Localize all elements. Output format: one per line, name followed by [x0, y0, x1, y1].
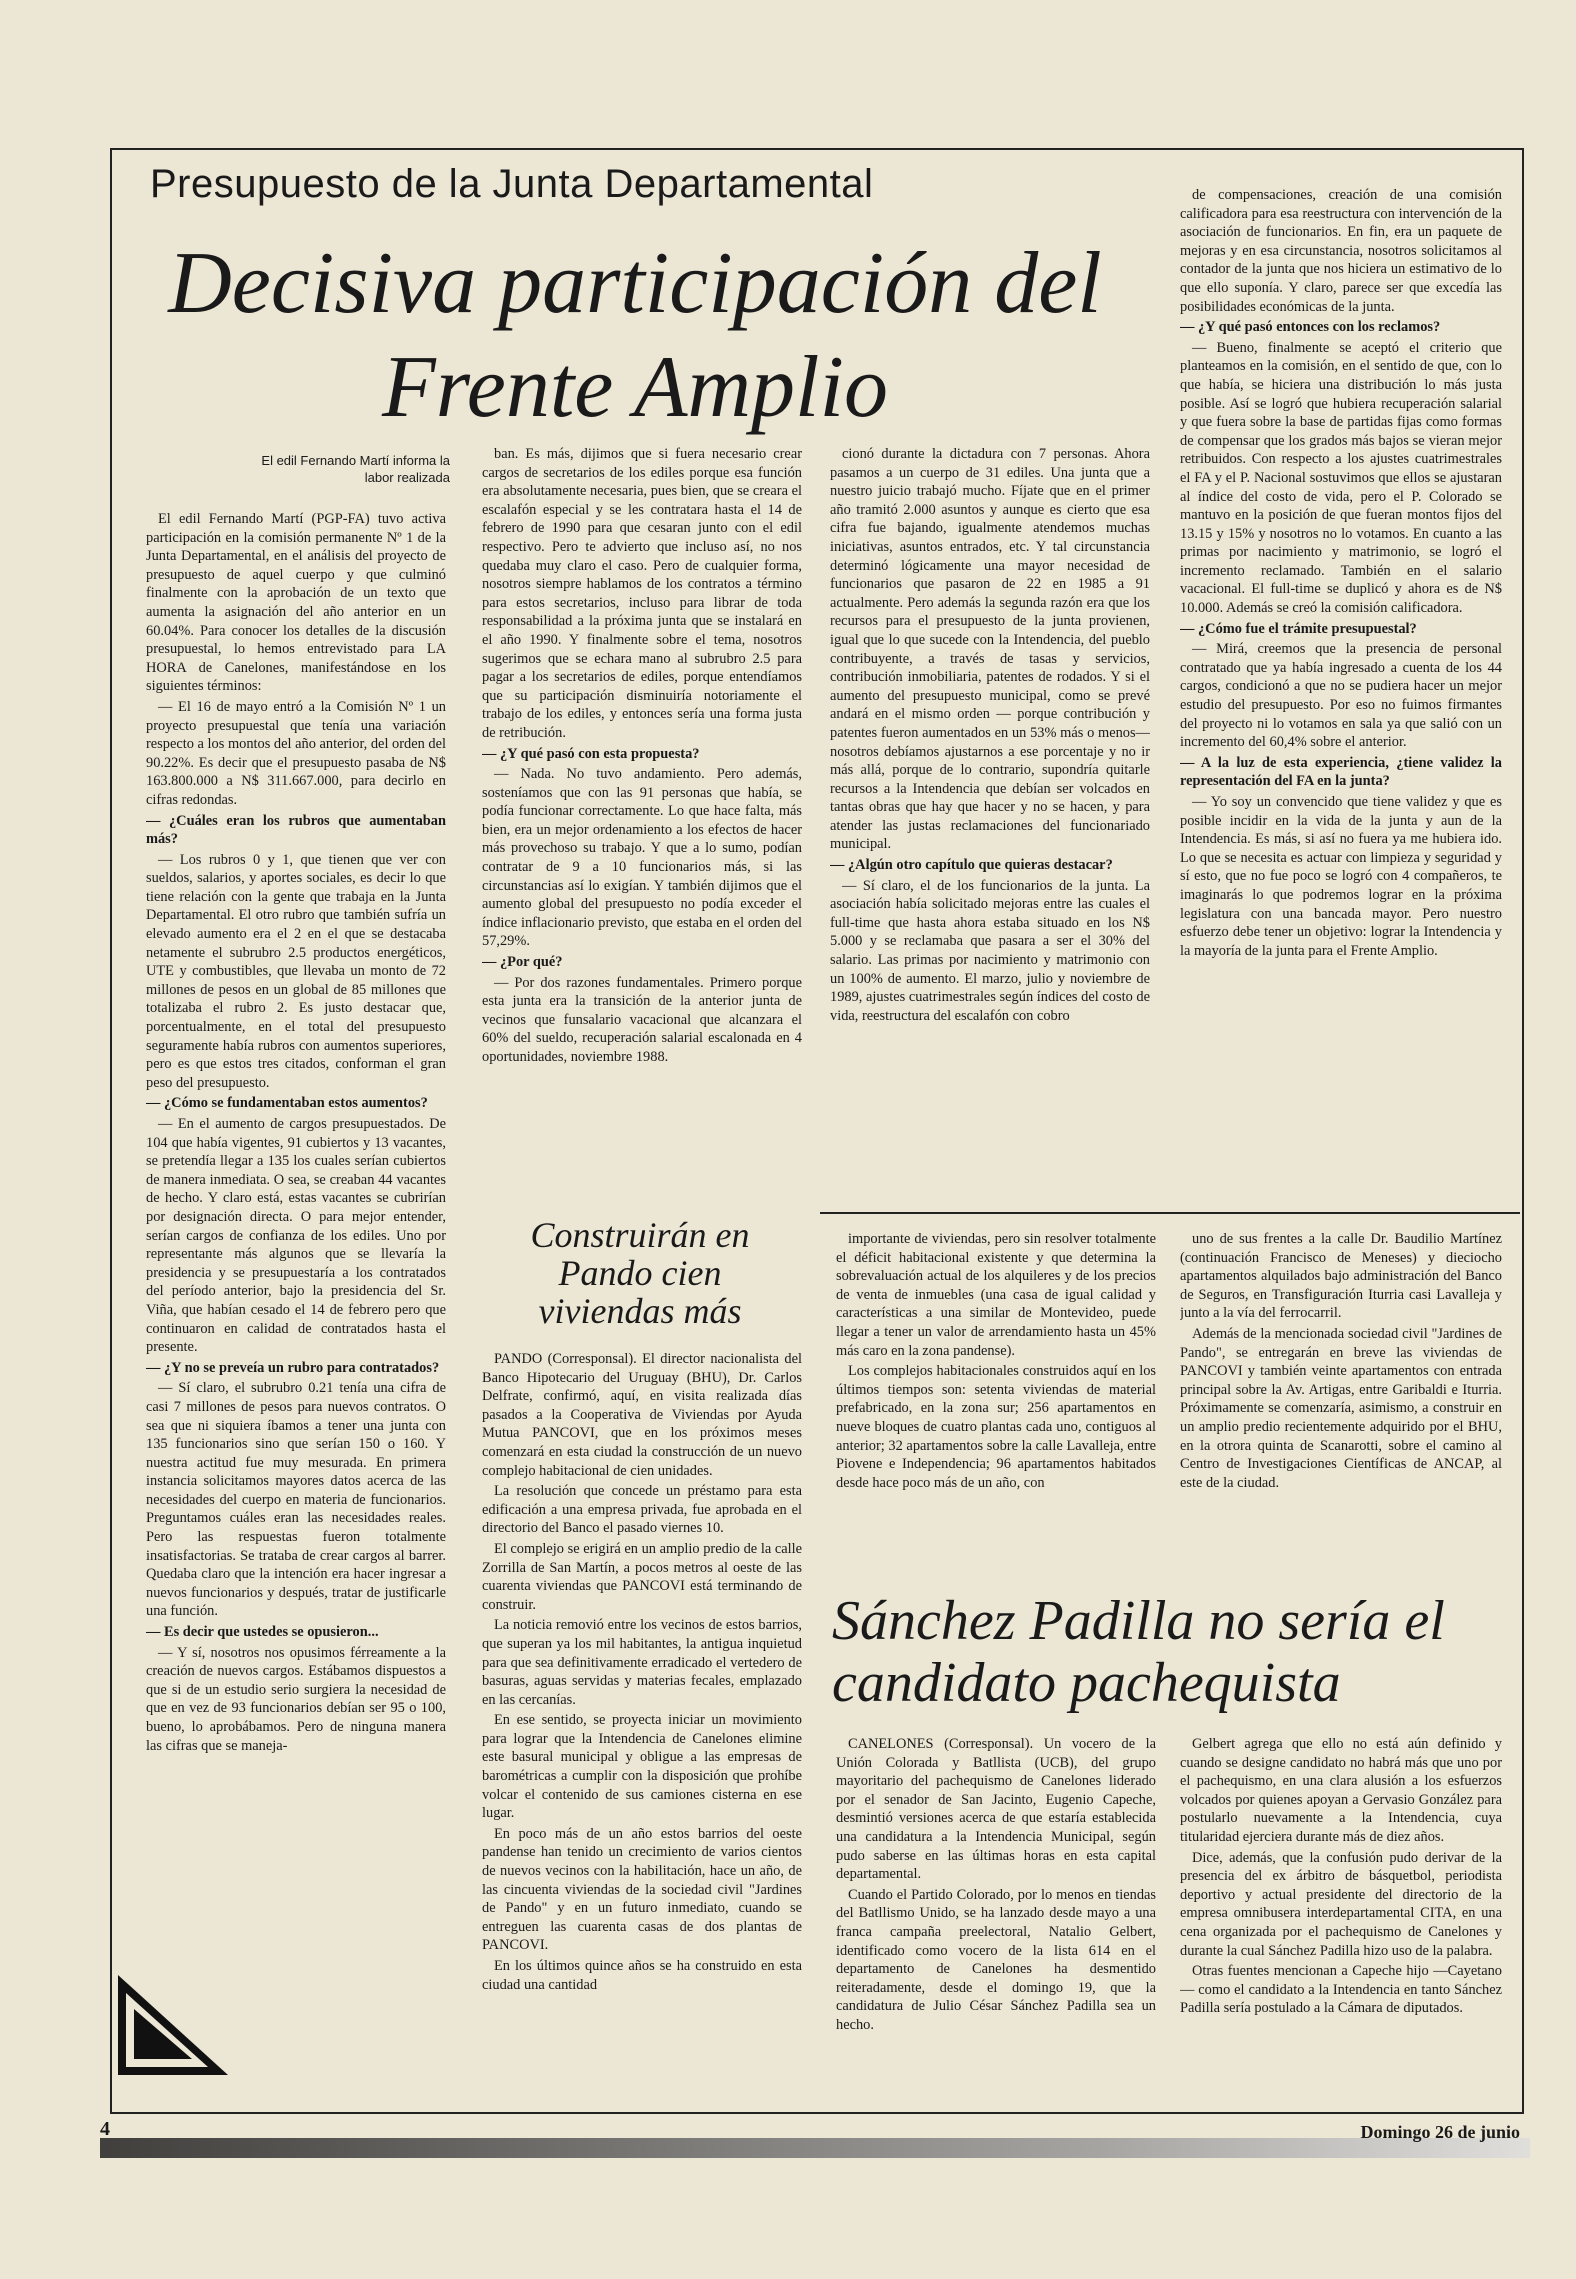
pando-column-1 — [482, 1350, 802, 2070]
paragraph: — En el aumento de cargos presupuestados. De 104 que había vigentes, 91 cubiertos y 13 vacantes, se pretendía llegar a 135 los cuales serían cubiertos de manera inmediata. O sea, se creaban 44 vacantes de hecho. Y claro está, estas vacantes se cubrirían por designación directa. O para mejor entender, serían cargos de confianza de los ediles. Uno por representante más algunos que se llevaría la presidencia y se presupuestaría a los contratados del período anterior, bajo la presidencia del Sr. Viña, que habían cesado el 14 de febrero pero que continuaron en calidad de contratados hasta el presente. — [146, 1116, 446, 1356]
sanchez-column-1 — [836, 1735, 1156, 2105]
paragraph: — ¿Y qué pasó con esta propuesta? — [482, 745, 700, 762]
paragraph: — Nada. No tuvo andamiento. Pero además, sosteníamos que con las 91 personas que había, se podía funcionar correctamente. Lo que hace falta, más bien, era un mejor ordenamiento a los efectos de hacer más provechoso su trabajo. Y que a lo sumo, podían contratar de 9 a 10 funcionarios más, si las circunstancias así lo exigían. Y también dijimos que el aumento global del presupuesto no podía exceder el índice inflacionario previsto, que estaba en el orden del 57,29%. — [482, 766, 802, 950]
paragraph: — ¿Y no se preveía un rubro para contratados? — [146, 1359, 440, 1376]
paragraph: — Sí claro, el subrubro 0.21 tenía una cifra de casi 7 millones de pesos para nuevos contratos. O sea que ni siquiera íbamos a tener una junta con 135 funcionarios sino que serían 150 o 160. Y nuestra actitud fue muy mesurada. En primera instancia solicitamos mayores datos acerca de las necesidades del cuerpo en materia de funcionarios. Preguntamos cuáles eran las necesidades reales. Pero las respuestas fueron totalmente insatisfactorias. Se trataba de crear cargos al barrer. Quedaba claro que la intención era hacer ingresar a nuevos funcionarios y después, tratar de justificarle una función. — [146, 1380, 446, 1620]
paragraph: Además de la mencionada sociedad civil "Jardines de Pando", se entregarán en breve las viviendas de PANCOVI y también veinte apartamentos con entrada principal sobre la Av. Artigas, entre Garibaldi e Iturria. Próximamente se comenzaría, asimismo, a construir en un amplio predio recientemente adquirido por el BHU, en la otrora quinta de Scanarotti, sobre el camino al Centro de Investigaciones Científicas de ANCAP, al este de la ciudad. — [1180, 1325, 1502, 1491]
paragraph: importante de viviendas, pero sin resolver totalmente el déficit habitacional existente y que determina la sobrevaluación actual de los alquileres y de los precios de venta de inmuebles (una casa de igual calidad y características a una similar de Montevideo, puede llegar a tener un valor de arrendamiento hasta un 45% más caro en la zona pandense). — [836, 1231, 1156, 1359]
main-column-2 — [482, 445, 802, 1197]
paragraph: El edil Fernando Martí (PGP-FA) tuvo activa participación en la comisión permanente Nº 1 de la Junta Departamental, en el análisis del proyecto de presupuesto de aquel cuerpo y que culminó finalmente con la aprobación de un texto que aumenta la asignación del año anterior en un 60.04%. Para conocer los detalles de la discusión presupuestal, lo hemos entrevistado para LA HORA de Canelones, manifestándose en los siguientes términos: — [146, 511, 446, 695]
issue-date: Domingo 26 de junio — [1360, 2122, 1520, 2142]
paragraph: — Bueno, finalmente se aceptó el criterio que planteamos en la comisión, en el sentido de que, con lo que había, se hiciera una distribución lo más justa posible. Así se logró que hubiera recuperación salarial y que fuera sobre la base de partidas fijas como formas de compensar que los grados más bajos se vieran mejor retribuidos. Con respecto a los ajustes cuatrimestrales el FA y el P. Nacional sostuvimos que ellos se ajustaran al índice del costo de vida, pero el P. Colorado se mantuvo en la posición de que fueran montos fijos del 13.15 y 15% y nosotros no lo votamos. En cuanto a las primas por nacimiento y matrimonio, se logró el incremento reclamado. También en el salario vacacional. El full-time se duplicó y ahora es de N$ 10.000. Además se creó la comisión calificadora. — [1180, 339, 1502, 617]
paragraph: — Yo soy un convencido que tiene validez y que es posible incidir en la vida de la junta y aun de la Intendencia. Es más, si así no fuera ya me hubiera ido. Lo que se necesita es actuar con limpieza y seguridad y sí esto, que no fue poco se logró con 4 compañeros, te imaginarás lo que podremos lograr en la próxima legislatura con una bancada mayor. Pero nuestro esfuerzo debe tener un objetivo: lograr la Intendencia y la mayoría de la junta para el Frente Amplio. — [1180, 794, 1502, 959]
main-column-1 — [146, 510, 446, 1880]
paragraph: — A la luz de esta experiencia, ¿tiene validez la representación del FA en la junta? — [1180, 754, 1502, 790]
paragraph: El complejo se erigirá en un amplio predio de la calle Zorrilla de San Martín, a pocos metros al oeste de las cuarenta viviendas que PANCOVI está terminando de construir. — [482, 1540, 802, 1613]
paragraph: — ¿Cómo se fundamentaban estos aumentos? — [146, 1095, 428, 1112]
paragraph: — Por dos razones fundamentales. Primero porque esta junta era la transición de la anterior junta de vecinos que funsalario vacacional que alcanzara el 60% del sueldo, recuperación salarial escalonada en 4 oportunidades, noviembre 1988. — [482, 974, 802, 1065]
paragraph: Los complejos habitacionales construidos aquí en los últimos tiempos son: setenta viviendas de material prefabricado, en la zona sur; 256 apartamentos en nueve bloques de cuatro plantas cada uno, contiguos al anterior; 32 apartamentos sobre la calle Lavalleja, entre Piovene e Independencia; 96 apartamentos habitados desde hace poco más de un año, con — [836, 1363, 1156, 1491]
paragraph: Cuando el Partido Colorado, por lo menos en tiendas del Batllismo Unido, se ha lanzado desde mayo a una franca campaña preelectoral, Natalio Gelbert, identificado como vocero de la lista 614 en el departamento de Canelones ha desmentido reiteradamente, desde el domingo 19, que la candidatura de Julio César Sánchez Padilla sea un hecho. — [836, 1886, 1156, 2033]
paragraph: cionó durante la dictadura con 7 personas. Ahora pasamos a un cuerpo de 31 ediles. Una junta que a nuestro juicio trabajó mucho. Fíjate que en el primer año tramitó 2.000 asuntos y aunque es cierto que esa cifra fue bajando, igualmente atendemos muchas iniciativas, asuntos entrados, etc. Y tal circunstancia determinó lógicamente una mayor necesidad de funcionarios que pasaron de 22 en 1985 a 91 actualmente. Pero además la segunda razón era que los recursos para el presupuesto de la junta provienen, igual que lo que sucede con la Intendencia, del pueblo contribuyente, a través de tasas y servicios, contribución inmobiliaria, patentes de rodados. Y si el aumento del presupuesto municipal, como se prevé andará en el mismo orden — porque contribución y patentes fueron aumentados en un 53% más o menos— nosotros debíamos ajustarnos a ese porcentaje y no ir más allá, porque de lo contrario, supondría quitarle recursos a la Intendencia que debían ser volcados en tantas obras que hay que hacer y no se hacen, y para atender las justas reclamaciones del funcionariado municipal. — [830, 446, 1150, 853]
paragraph: uno de sus frentes a la calle Dr. Baudilio Martínez (continuación Francisco de Meneses) y dieciocho apartamentos alquilados bajo administración del Banco de Seguros, en Transfiguración Iturria casi Lavalleja y junto a la vía del ferrocarril. — [1180, 1231, 1502, 1322]
paragraph: — Es decir que ustedes se opusieron... — [146, 1624, 379, 1641]
paragraph: La resolución que concede un préstamo para esta edificación a una empresa privada, fue aprobada en el directorio del Banco el pasado viernes 10. — [482, 1483, 802, 1537]
paragraph: ban. Es más, dijimos que si fuera necesario crear cargos de secretarios de los ediles porque esa función era absolutamente necesaria, pues bien, que se creara el escalafón especial y se les contratara hasta el 14 de febrero de 1990 para que cesaran junto con el edil respectivo. Pero te advierto que incluso así, no nos quedaba muy claro el caso. Pero de cualquier forma, nosotros siempre hablamos de los contratos a término para estos secretarios, incluso para librar de toda responsabilidad a la próxima junta que se instalará en el año 1990. Y finalmente sobre el tema, nosotros sugerimos que se echara mano al subrubro 2.5 para pagar a los secretarios de ediles, porque entendíamos que su participación disminuiría notoriamente el trabajo de los ediles, y entonces sería una forma justa de retribución. — [482, 446, 802, 741]
paragraph: CANELONES (Corresponsal). Un vocero de la Unión Colorada y Batllista (UCB), del grupo mayoritario del pachequismo de Canelones liderado por el senador de San Jacinto, Eugenio Capeche, desmintió versiones acerca de que estaría establecida una candidatura a la Intendencia Municipal, según pudo saberse en las últimas horas en esta capital departamental. — [836, 1736, 1156, 1883]
paragraph: Dice, además, que la confusión pudo derivar de la presencia del ex árbitro de básquetbol, periodista deportivo y actual presidente del directorio de la empresa omnibusera interdepartamental CITA, en una cena organizada por el pachequismo de Canelones y durante la cual Sánchez Padilla hizo uso de la palabra. — [1180, 1849, 1502, 1959]
paragraph: — Los rubros 0 y 1, que tienen que ver con sueldos, salarios, y aportes sociales, es decir lo que tiene relación con la gente que trabaja en la Junta Departamental. El otro rubro que también sufría un elevado aumento era el 2 en el que se destacaba netamente el subrubro 2.5 productos energéticos, UTE y combustibles, que llevaba un monto de 72 millones de pesos en un global de 85 millones que totalizaba el rubro 2. Es justo destacar que, porcentualmente, en el total del presupuesto seguramente había rubros con aumentos superiores, pero es que estos tres citados, conforman el gran peso del presupuesto. — [146, 851, 446, 1091]
paragraph: — Sí claro, el de los funcionarios de la junta. La asociación había solicitado mejoras entre las cuales el full-time que hasta ahora estaba situado en los N$ 5.000 y se reclamaba que pasara a ser el 30% del salario. Las primas por nacimiento y matrimonio con un 100% de aumento. El marzo, julio y noviembre de 1989, ajustes cuatrimestrales según índices del costo de vida, reestructura del escalafón con cobro — [830, 877, 1150, 1024]
main-column-3 — [830, 445, 1150, 1197]
main-column-4 — [1180, 186, 1502, 1196]
page-number: 4 — [100, 2118, 110, 2140]
paragraph: — Y sí, nosotros nos opusimos férreamente a la creación de nuevos cargos. Estábamos dispuestos a que si de un estudio serio surgiera la necesidad de que en vez de 93 funcionarios debían ser 95 o 100, bueno, lo aprobábamos. Pero de ninguna manera las cifras que se maneja- — [146, 1644, 446, 1754]
pando-headline: Construirán en Pando cien viviendas más — [530, 1215, 750, 1331]
paragraph: En poco más de un año estos barrios del oeste pandense han tenido un crecimiento de varios cientos de nuevos vecinos con la habilitación, hace un año, de las cincuenta viviendas de la sociedad civil "Jardines de Pando" y en un futuro inmediato, cuando se entreguen las cuarenta casas de dos plantas de PANCOVI. — [482, 1825, 802, 1954]
paragraph: — ¿Por qué? — [482, 954, 563, 971]
paragraph: — ¿Cómo fue el trámite presupuestal? — [1180, 620, 1417, 637]
paragraph: — ¿Cuáles eran los rubros que aumentaban más? — [146, 812, 446, 848]
paragraph: En ese sentido, se proyecta iniciar un movimiento para lograr que la Intendencia de Canelones elimine este basural municipal y obligue a las empresas de barométricas a cumplir con la disposición que prohíbe volcar el contenido de sus camiones cisterna en ese lugar. — [482, 1712, 802, 1822]
paragraph: de compensaciones, creación de una comisión calificadora para esa reestructura con intervención de la asociación de funcionarios. En fin, era un paquete de mejoras y en esa circunstancia, nosotros solicitamos al contador de la junta que nos hiciera un estimativo de lo que ello suponía. Y claro, parece ser que excedía las posibilidades económicas de la junta. — [1180, 187, 1502, 315]
paragraph: Otras fuentes mencionan a Capeche hijo —Cayetano— como el candidato a la Intendencia en tanto Sánchez Padilla sería postulado a la Cámara de diputados. — [1180, 1963, 1502, 2017]
sanchez-column-2 — [1180, 1735, 1502, 2105]
paragraph: La noticia removió entre los vecinos de estos barrios, que superan ya los mil habitantes, la antigua inquietud para que sea definitivamente erradicado el vertedero de basuras, aguas servidas y materias fecales, emplazado en las cercanías. — [482, 1617, 802, 1708]
paragraph: — Mirá, creemos que la presencia de personal contratado que ya había ingresado a cuenta de los 44 cargos, condicionó a que no se pudiera hacer un mejor estudio del presupuesto. Por eso no fuimos firmantes del proyecto ni lo votamos en sala ya que salió con un incremento del 60,4% sobre el anterior. — [1180, 641, 1502, 751]
paragraph: Gelbert agrega que ello no está aún definido y cuando se designe candidato no habrá más que uno por el pachequismo, en una clara alusión a los esfuerzos volcados por quienes apoyan a Gervasio González para postularlo nuevamente a la Intendencia, cuya titularidad ejerciera durante más de diez años. — [1180, 1736, 1502, 1845]
paragraph: — ¿Y qué pasó entonces con los reclamos? — [1180, 319, 1441, 336]
sanchez-headline: Sánchez Padilla no sería el candidato pachequista — [832, 1590, 1445, 1714]
byline: El edil Fernando Martí informa la labor realizada — [261, 453, 450, 485]
paragraph: — El 16 de mayo entró a la Comisión Nº 1 un proyecto presupuestal que tenía una variación respecto a los montos del año anterior, del orden del 90.22%. Es decir que el presupuesto pasaba de N$ 163.800.000 a N$ 311.667.000, para decirlo en cifras redondas. — [146, 698, 446, 808]
section-divider — [820, 1212, 1520, 1214]
kicker: Presupuesto de la Junta Departamental — [150, 162, 874, 206]
paragraph: En los últimos quince años se ha construido en esta ciudad una cantidad — [482, 1958, 802, 1993]
paragraph: — ¿Algún otro capítulo que quieras destacar? — [830, 857, 1113, 874]
paragraph: PANDO (Corresponsal). El director nacionalista del Banco Hipotecario del Uruguay (BHU), Dr. Carlos Delfrate, confirmó, aquí, en visita realizada días pasados a la Cooperativa de Viviendas por Ayuda Mutua PANCOVI, que en los próximos meses comenzará en esta ciudad la construcción de un nuevo complejo habitacional de cien unidades. — [482, 1351, 802, 1479]
main-headline: Decisiva participación del Frente Amplio — [168, 235, 1102, 436]
corner-triangle-graphic — [108, 1955, 238, 2085]
